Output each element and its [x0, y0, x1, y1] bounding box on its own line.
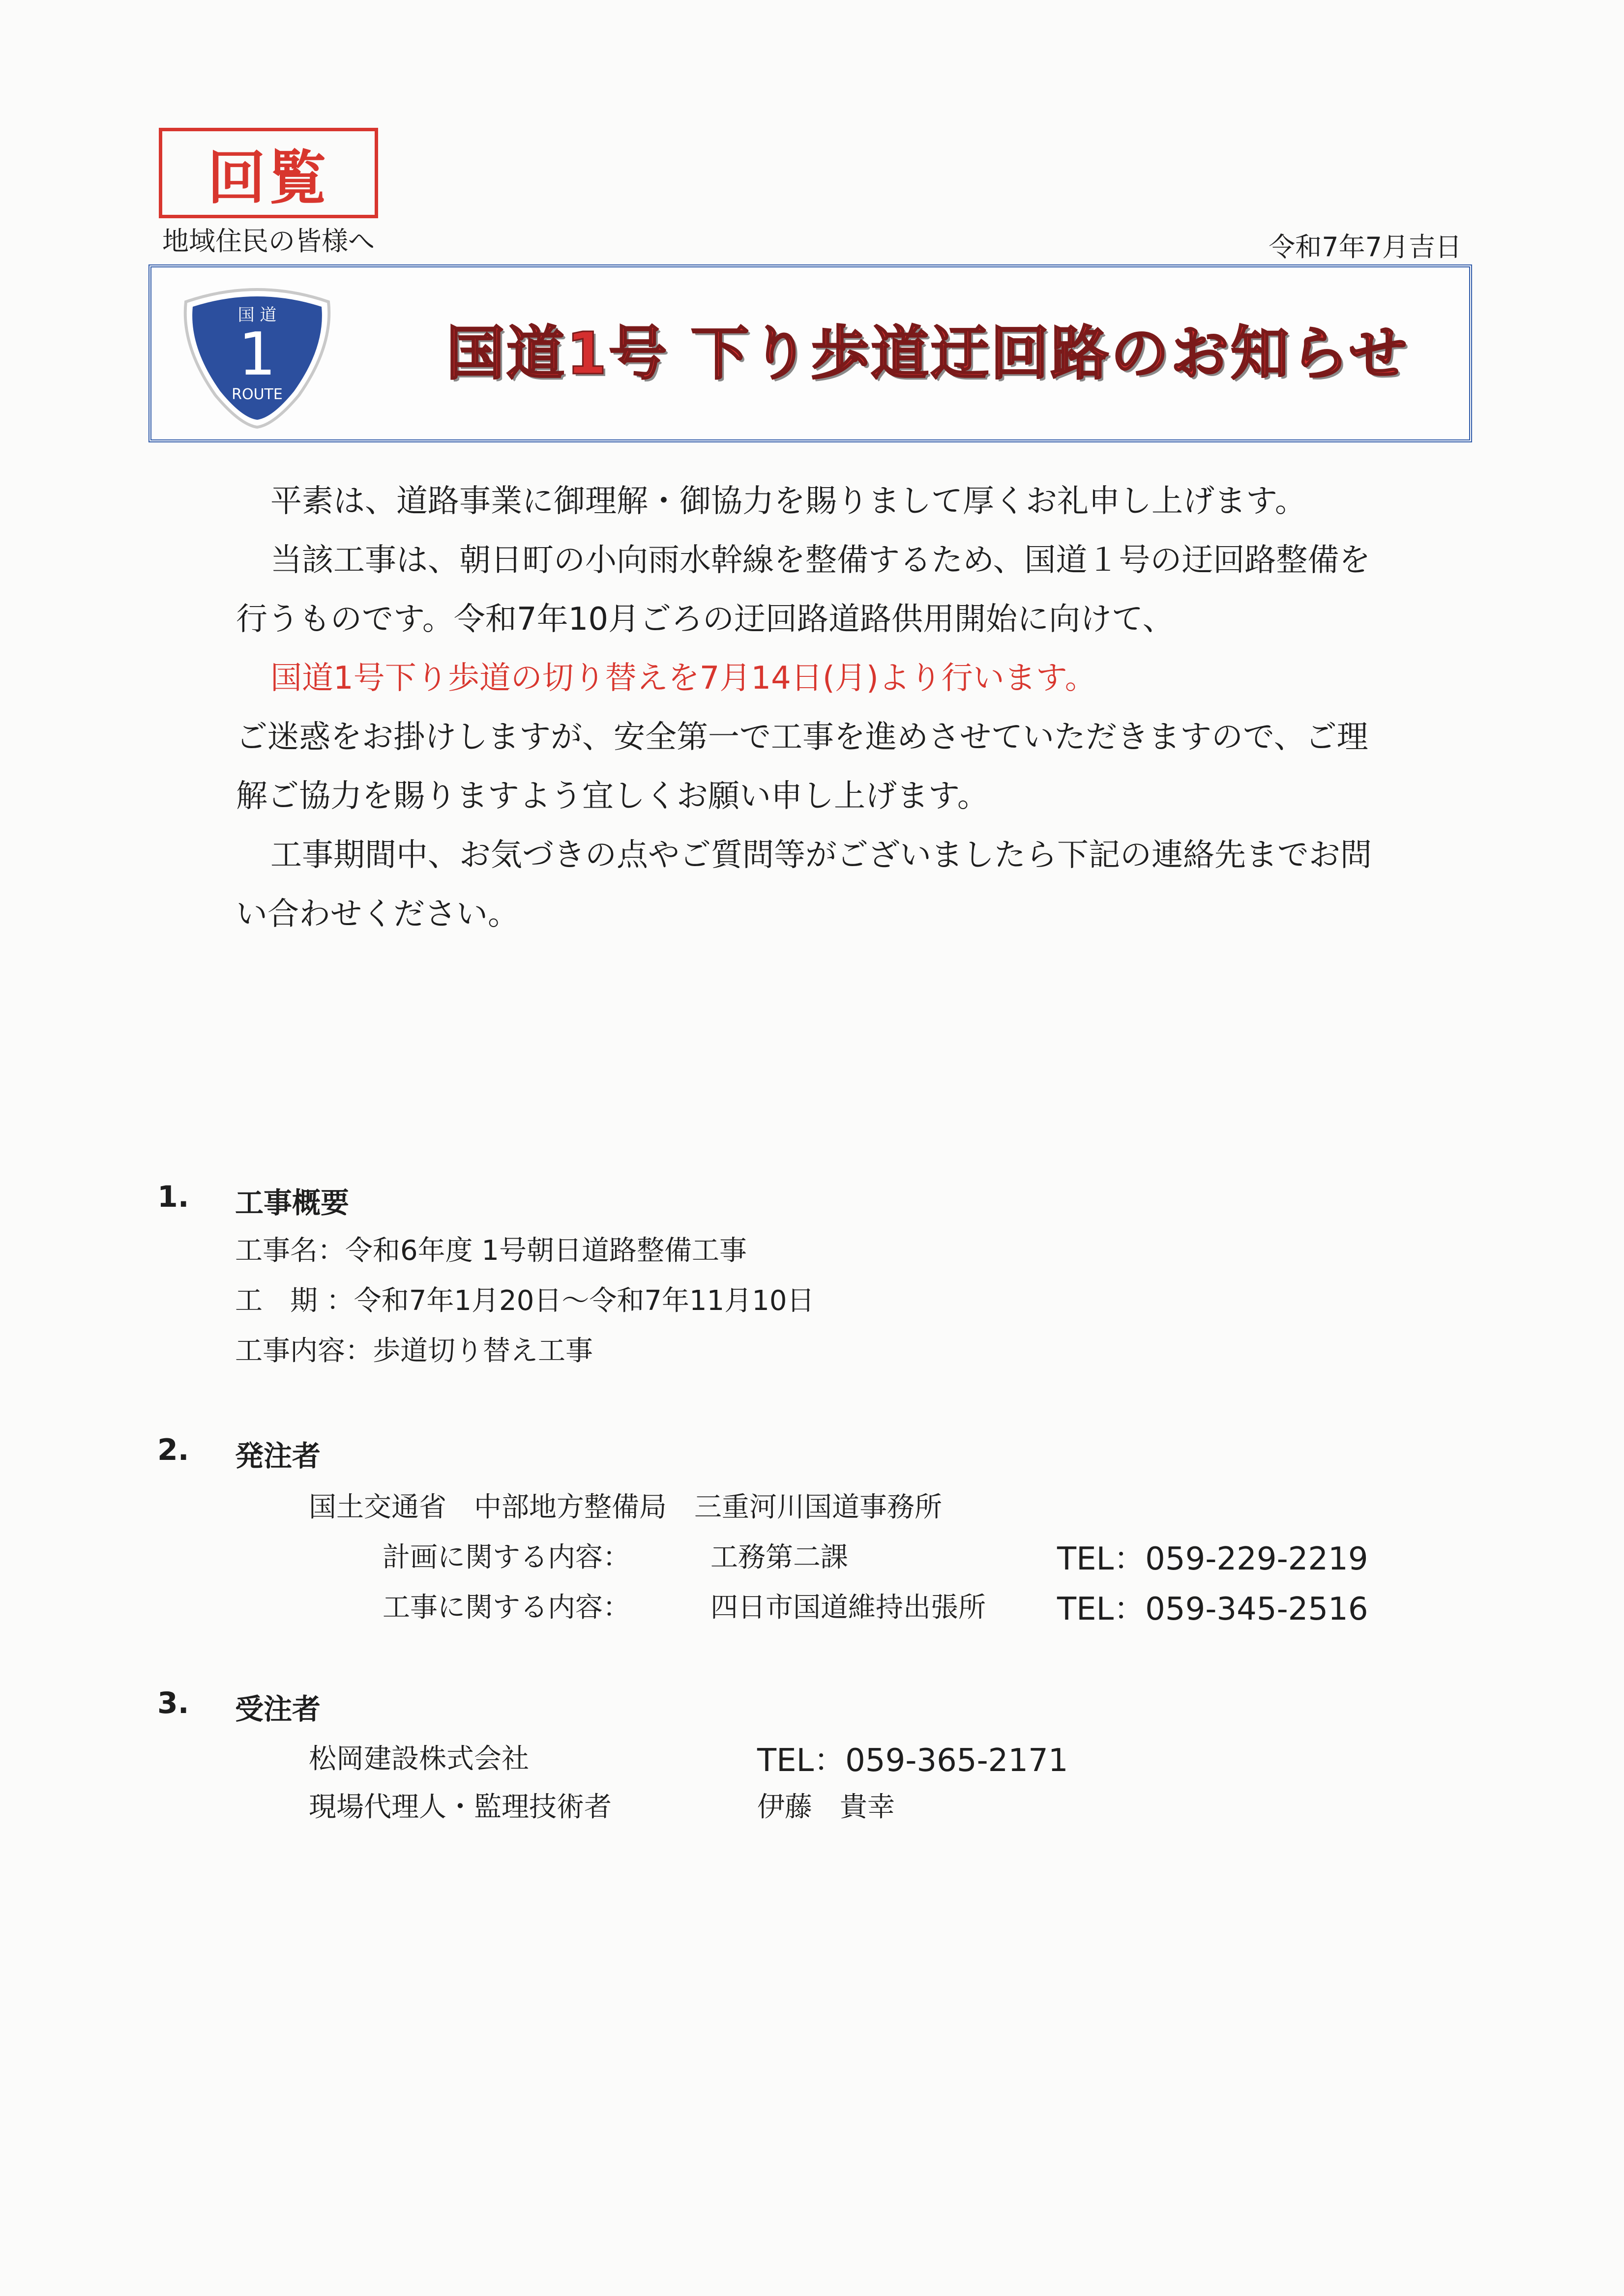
contractor-person: 伊藤 貴幸	[757, 1791, 895, 1823]
section-1-title: 工事概要	[235, 1186, 350, 1220]
paragraph-line: 解ご協力を賜りますよう宜しくお願い申し上げます。	[236, 778, 989, 814]
work-name-row: 工事名：令和6年度 1号朝日道路整備工事	[235, 1235, 747, 1267]
notice-title: 国道1号 下り歩道迂回路のお知らせ	[446, 320, 1409, 387]
route-1-sign-icon	[176, 282, 338, 430]
paragraph-line: い合わせください。	[236, 896, 519, 932]
client-organization: 国土交通省 中部地方整備局 三重河川国道事務所	[309, 1491, 942, 1523]
greeting-paragraph: 平素は、道路事業に御理解・御協力を賜りまして厚くお礼申し上げます。	[270, 483, 1306, 520]
contractor-tel: TEL：059-365-2171	[757, 1743, 1068, 1779]
work-contact-office: 四日市国道維持出張所	[710, 1592, 986, 1624]
work-contact-label: 工事に関する内容：	[383, 1592, 630, 1624]
addressee: 地域住民の皆様へ	[162, 226, 375, 257]
highlight-notice: 国道1号下り歩道の切り替えを7月14日(月)より行います。	[270, 660, 1096, 697]
section-2-title: 発注者	[235, 1439, 321, 1473]
section-1-number: 1.	[157, 1180, 189, 1214]
work-period-row: 工 期 ：令和7年1月20日～令和7年11月10日	[235, 1285, 815, 1317]
issue-date: 令和7年7月吉日	[1269, 232, 1462, 262]
section-3-title: 受注者	[235, 1692, 321, 1726]
paragraph-line: 工事期間中、お気づきの点やご質問等がございましたら下記の連絡先までお問	[270, 837, 1372, 873]
sign-top-text: 国 道	[237, 305, 277, 325]
kairan-stamp: 回覧	[159, 128, 378, 218]
section-2-number: 2.	[157, 1433, 189, 1467]
contractor-company: 松岡建設株式会社	[309, 1743, 529, 1775]
notice-body	[236, 472, 1455, 944]
paragraph-line: 当該工事は、朝日町の小向雨水幹線を整備するため、国道１号の迂回路整備を	[270, 542, 1371, 579]
work-content-row: 工事内容：歩道切り替え工事	[235, 1335, 593, 1367]
contractor-role: 現場代理人・監理技術者	[309, 1791, 612, 1823]
plan-contact-office: 工務第二課	[710, 1541, 848, 1573]
plan-contact-tel: TEL：059-229-2219	[1057, 1541, 1368, 1577]
section-3-number: 3.	[157, 1686, 189, 1720]
plan-contact-label: 計画に関する内容：	[383, 1541, 630, 1573]
work-contact-tel: TEL：059-345-2516	[1057, 1591, 1368, 1628]
title-banner	[148, 264, 1472, 442]
sign-bottom-text: ROUTE	[232, 386, 283, 403]
paragraph-line: ご迷惑をお掛けしますが、安全第一で工事を進めさせていただきますので、ご理	[236, 719, 1368, 756]
paragraph-line: 行うものです。令和7年10月ごろの迂回路道路供用開始に向けて、	[236, 601, 1174, 638]
sign-number: 1	[238, 320, 276, 389]
